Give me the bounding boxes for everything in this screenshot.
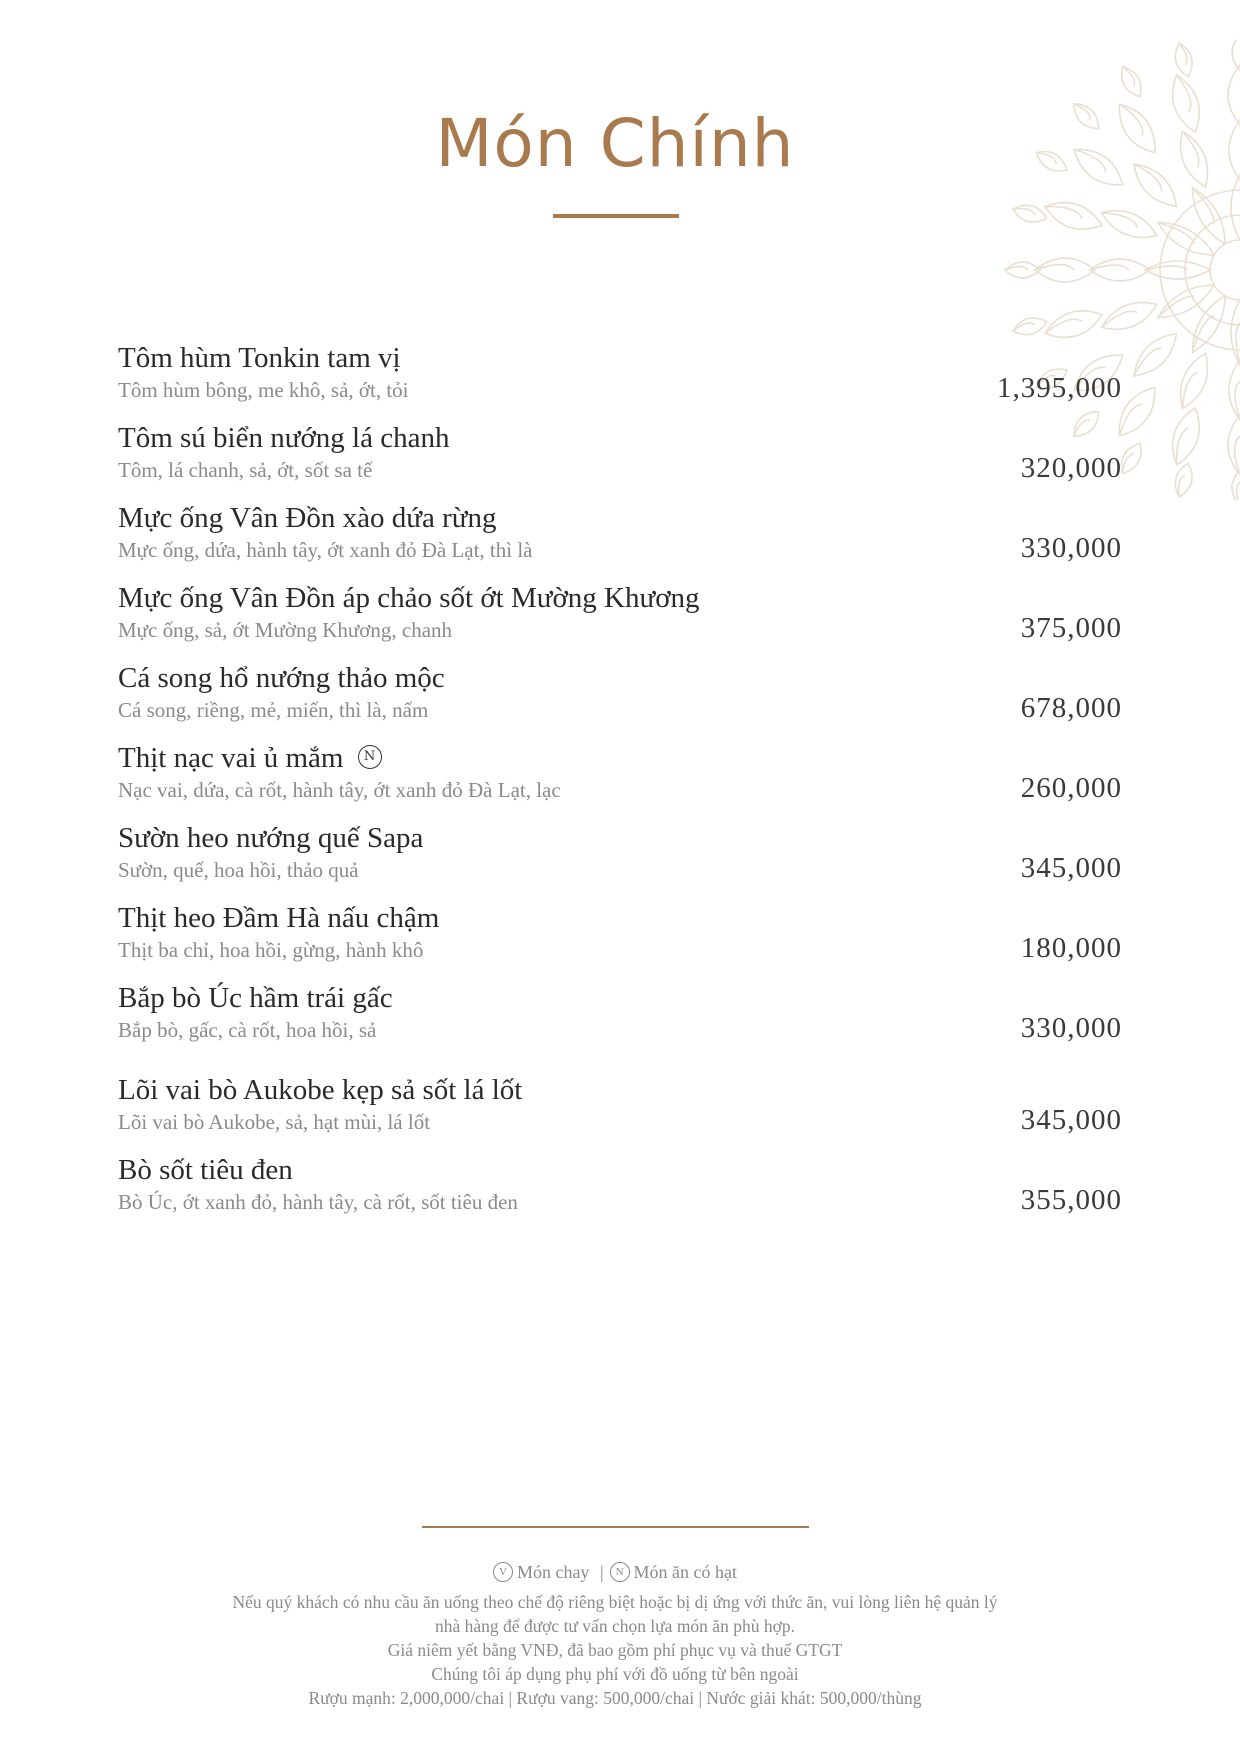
dish-name-text: Sườn heo nướng quế Sapa [118,822,424,854]
dish-name [118,660,1122,696]
dish-price: 330,000 [1020,532,1122,564]
dish-name-text: Thịt nạc vai ủ mắm [118,742,344,774]
dish-name [118,740,1122,776]
dish-price: 345,000 [1020,1104,1122,1136]
dish-name-text: Lõi vai bò Aukobe kẹp sả sốt lá lốt [118,1074,523,1106]
outside-drinks-note: Chúng tôi áp dụng phụ phí với đồ uống từ bên ngoài [431,1664,799,1684]
dish-name [118,420,1122,456]
dish-name [118,1152,1122,1188]
dish-name-text: Mực ống Vân Đồn áp chảo sốt ớt Mường Khương [118,582,700,614]
dish-ingredients: Mực ống, sả, ớt Mường Khương, chanh [118,618,453,642]
menu-item [118,980,1122,1072]
dish-price: 1,395,000 [997,372,1122,404]
menu-item [118,820,1122,900]
menu-item [118,500,1122,580]
dish-name [118,980,1122,1016]
dish-price: 260,000 [1020,772,1122,804]
dish-name-text: Bắp bò Úc hầm trái gấc [118,982,393,1014]
dietary-note-line-1: Nếu quý khách có nhu cầu ăn uống theo chế độ riêng biệt hoặc bị dị ứng với thức ăn, vui lòng liên hệ quản lý [232,1592,998,1612]
dish-name [118,500,1122,536]
dish-ingredients: Thịt ba chỉ, hoa hồi, gừng, hành khô [118,938,424,962]
corkage-fees: Rượu mạnh: 2,000,000/chai | Rượu vang: 500,000/chai | Nước giải khát: 500,000/thùng [308,1688,922,1708]
dish-ingredients: Lõi vai bò Aukobe, sả, hạt mùi, lá lốt [118,1110,431,1134]
dish-name-text: Mực ống Vân Đồn xào dứa rừng [118,502,497,534]
dietary-note-line-2: nhà hàng để được tư vấn chọn lựa món ăn phù hợp. [435,1616,795,1636]
dish-name-text: Tôm sú biển nướng lá chanh [118,422,450,454]
legend-nuts-label: Món ăn có hạt [633,1562,738,1582]
dish-price: 330,000 [1020,1012,1122,1044]
menu-item [118,580,1122,660]
menu-list [118,340,1122,1232]
vegetarian-icon: V [493,1562,513,1582]
menu-item [118,900,1122,980]
menu-item [118,340,1122,420]
menu-item [118,740,1122,820]
dish-name-text: Thịt heo Đầm Hà nấu chậm [118,902,440,934]
dish-name-text: Bò sốt tiêu đen [118,1154,293,1186]
nuts-icon: N [610,1562,630,1582]
legend-vegetarian-label: Món chay [516,1562,590,1582]
menu-item [118,1152,1122,1232]
nuts-badge-icon: N [358,745,382,769]
menu-item [118,1072,1122,1152]
dish-price: 320,000 [1020,452,1122,484]
dish-name [118,1072,1122,1108]
dish-name [118,820,1122,856]
dish-name-text: Tôm hùm Tonkin tam vị [118,342,401,374]
dish-price: 180,000 [1020,932,1122,964]
footer-divider [422,1526,809,1528]
dish-name-text: Cá song hổ nướng thảo mộc [118,662,445,694]
tax-note: Giá niêm yết bằng VNĐ, đã bao gồm phí phục vụ và thuế GTGT [387,1640,843,1660]
dish-ingredients: Nạc vai, dứa, cà rốt, hành tây, ớt xanh đỏ Đà Lạt, lạc [118,778,561,802]
dish-price: 345,000 [1020,852,1122,884]
dish-ingredients: Tôm hùm bông, me khô, sả, ớt, tỏi [118,378,409,402]
dish-ingredients: Mực ống, dứa, hành tây, ớt xanh đỏ Đà Lạt, thì là [118,538,533,562]
dish-name [118,580,1122,616]
dish-ingredients: Bắp bò, gấc, cà rốt, hoa hồi, sả [118,1018,377,1042]
footer [0,1560,1230,1710]
dish-name [118,900,1122,936]
legend-separator: | [599,1562,604,1582]
dish-price: 355,000 [1020,1184,1122,1216]
menu-item [118,420,1122,500]
dish-ingredients: Tôm, lá chanh, sả, ớt, sốt sa tế [118,458,373,482]
title-divider [553,214,679,218]
menu-item [118,660,1122,740]
dish-ingredients: Bò Úc, ớt xanh đỏ, hành tây, cà rốt, sốt tiêu đen [118,1190,518,1214]
dish-ingredients: Sườn, quế, hoa hồi, thảo quả [118,858,359,882]
page-title: Món Chính [435,105,795,182]
dish-price: 678,000 [1020,692,1122,724]
legend [0,1560,1230,1584]
dish-ingredients: Cá song, riềng, mẻ, miến, thì là, nấm [118,698,429,722]
dish-price: 375,000 [1020,612,1122,644]
dish-name [118,340,1122,376]
